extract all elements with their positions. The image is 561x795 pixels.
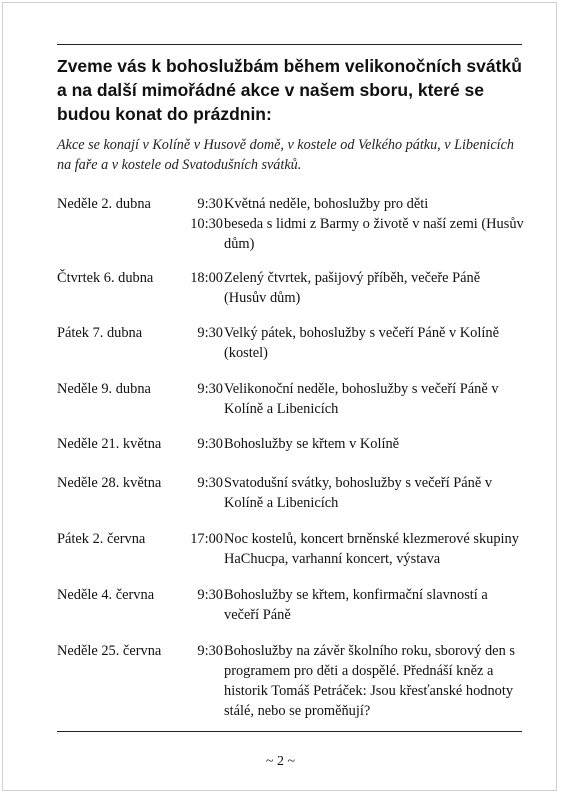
event-time: 9:30 — [197, 381, 223, 397]
event-time: 9:30 — [197, 587, 223, 603]
event-slot — [185, 214, 527, 254]
event-description: Bohoslužby se křtem v Kolíně — [224, 436, 400, 452]
event-slot — [185, 379, 527, 419]
event-slot — [185, 473, 527, 513]
event-slots — [185, 434, 527, 454]
event-slots — [185, 194, 527, 254]
bottom-rule — [57, 731, 522, 732]
page-heading: Zveme vás k bohoslužbám během velikonočních svátků a na další mimořádné akce v našem sboru, které se budou konat do prázdnin: — [57, 56, 522, 124]
event-slots — [185, 585, 527, 625]
event-slot — [185, 268, 527, 308]
event-slots — [185, 529, 527, 569]
intro-note: Akce se konají v Kolíně v Husově domě, v kostele od Velkého pátku, v Libenicích na faře a v kostele od Svatodušních svátků. — [57, 137, 514, 173]
event-description: Svatodušní svátky, bohoslužby s večeří Páně v Kolíně a Libenicích — [224, 475, 493, 511]
event-description: Noc kostelů, koncert brněnské klezmerové skupiny HaChucpa, varhanní koncert, výstava — [224, 531, 519, 567]
event-description: Bohoslužby na závěr školního roku, sborový den s programem pro děti a dospělé. Přednáší kněz a historik Tomáš Petráček: Jsou křesťanské hodnoty stálé, nebo se proměňují? — [224, 643, 515, 719]
top-rule — [57, 44, 522, 45]
event-description: Květná neděle, bohoslužby pro děti — [224, 196, 429, 212]
event-slots — [185, 473, 527, 513]
event-slot — [185, 585, 527, 625]
event-date: Neděle 21. května — [57, 436, 162, 452]
event-description: Zelený čtvrtek, pašijový příběh, večeře Páně (Husův dům) — [224, 270, 481, 306]
event-slots — [185, 268, 527, 308]
page-number: ~ 2 ~ — [265, 754, 296, 769]
event-time: 9:30 — [197, 436, 223, 452]
event-time: 9:30 — [197, 643, 223, 659]
event-slot — [185, 641, 527, 721]
event-slot — [185, 434, 527, 454]
event-date: Neděle 25. června — [57, 643, 162, 659]
event-time: 9:30 — [197, 196, 223, 212]
event-date: Neděle 4. června — [57, 587, 155, 603]
event-time: 9:30 — [197, 325, 223, 341]
event-description: Velikonoční neděle, bohoslužby s večeří Páně v Kolíně a Libenicích — [224, 381, 499, 417]
event-slots — [185, 641, 527, 721]
event-date: Pátek 2. června — [57, 531, 146, 547]
event-date: Čtvrtek 6. dubna — [57, 270, 154, 286]
event-time: 10:30 — [190, 216, 223, 232]
event-description: Velký pátek, bohoslužby s večeří Páně v Kolíně (kostel) — [224, 325, 499, 361]
event-time: 18:00 — [190, 270, 223, 286]
event-slot — [185, 323, 527, 363]
event-description: beseda s lidmi z Barmy o životě v naší zemi (Husův dům) — [224, 216, 524, 252]
event-slot — [185, 529, 527, 569]
event-description: Bohoslužby se křtem, konfirmační slavností a večeří Páně — [224, 587, 488, 623]
event-time: 9:30 — [197, 475, 223, 491]
event-slot — [185, 194, 527, 214]
event-time: 17:00 — [190, 531, 223, 547]
event-date: Neděle 2. dubna — [57, 196, 151, 212]
event-date: Neděle 28. května — [57, 475, 162, 491]
event-date: Pátek 7. dubna — [57, 325, 143, 341]
event-slots — [185, 379, 527, 419]
event-slots — [185, 323, 527, 363]
event-date: Neděle 9. dubna — [57, 381, 151, 397]
